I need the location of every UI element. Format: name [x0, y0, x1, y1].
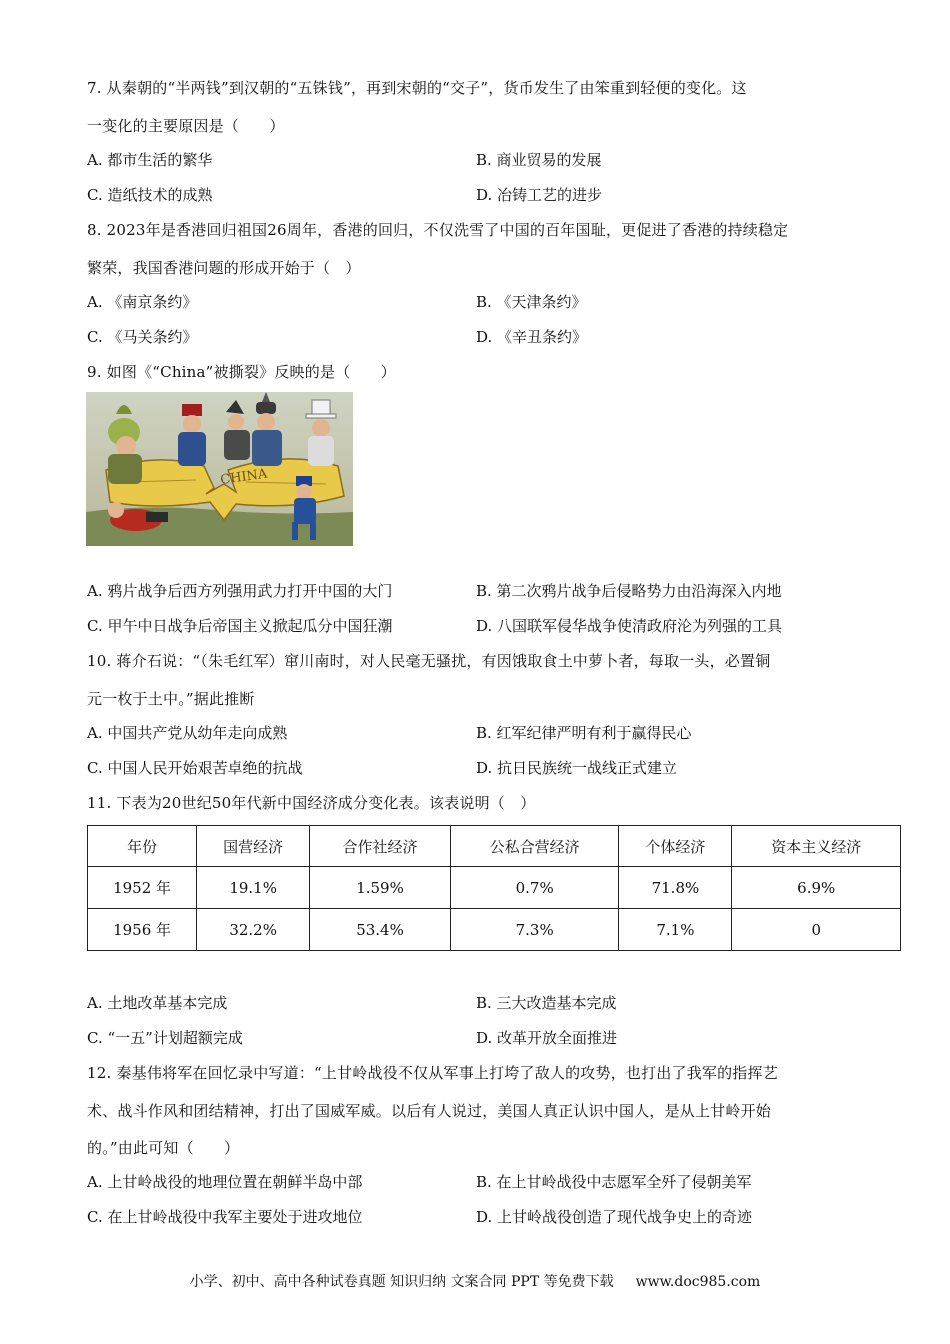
q10-option-a[interactable]: A. 中国共产党从幼年走向成熟	[87, 724, 288, 742]
table-cell: 1.59%	[310, 867, 451, 909]
q10-stem-line-2: 元一枚于土中。”据此推断	[87, 690, 255, 708]
q8-option-d[interactable]: D. 《辛丑条约》	[476, 328, 588, 346]
table-cell: 0.7%	[450, 867, 619, 909]
q7-stem-line-2: 一变化的主要原因是（ ）	[87, 117, 285, 135]
q11-option-b[interactable]: B. 三大改造基本完成	[476, 994, 617, 1012]
q8-stem-line-1: 8. 2023年是香港回归祖国26周年，香港的回归，不仅洗雪了中国的百年国耻，更促进了香港的持续稳定	[87, 221, 789, 239]
table-cell: 7.3%	[450, 909, 619, 951]
table-row	[88, 867, 901, 909]
cartoon-illustration	[86, 392, 353, 546]
table-header-cell: 国营经济	[197, 826, 310, 867]
table-header-cell: 资本主义经济	[732, 826, 901, 867]
table-cell: 6.9%	[732, 867, 901, 909]
q12-option-a[interactable]: A. 上甘岭战役的地理位置在朝鲜半岛中部	[87, 1173, 363, 1191]
q12-option-c[interactable]: C. 在上甘岭战役中我军主要处于进攻地位	[87, 1208, 363, 1226]
q9-option-c[interactable]: C. 甲午中日战争后帝国主义掀起瓜分中国狂潮	[87, 617, 393, 635]
table-cell: 7.1%	[619, 909, 732, 951]
china-torn-cartoon	[86, 392, 353, 546]
q8-stem-line-2: 繁荣，我国香港问题的形成开始于（ ）	[87, 259, 361, 277]
table-cell: 19.1%	[197, 867, 310, 909]
q12-option-b[interactable]: B. 在上甘岭战役中志愿军全歼了侵朝美军	[476, 1173, 752, 1191]
q10-option-b[interactable]: B. 红军纪律严明有利于赢得民心	[476, 724, 692, 742]
q10-option-c[interactable]: C. 中国人民开始艰苦卓绝的抗战	[87, 759, 303, 777]
q8-option-c[interactable]: C. 《马关条约》	[87, 328, 198, 346]
q11-option-d[interactable]: D. 改革开放全面推进	[476, 1029, 618, 1047]
q11-option-c[interactable]: C. “一五”计划超额完成	[87, 1029, 243, 1047]
q10-stem-line-1: 10. 蒋介石说：“（朱毛红军）窜川南时，对人民毫无骚扰，有因饿取食土中萝卜者，每取一头，必置铜	[87, 652, 771, 670]
table-cell: 0	[732, 909, 901, 951]
table-cell: 32.2%	[197, 909, 310, 951]
q11-stem-line-1: 11. 下表为20世纪50年代新中国经济成分变化表。该表说明（ ）	[87, 794, 536, 812]
q7-option-d[interactable]: D. 冶铸工艺的进步	[476, 186, 603, 204]
q12-stem-line-2: 术、战斗作风和团结精神，打出了国威军威。以后有人说过，美国人真正认识中国人，是从上甘岭开始	[87, 1102, 772, 1120]
q8-option-a[interactable]: A. 《南京条约》	[87, 293, 198, 311]
table-header-row	[88, 826, 901, 867]
economy-table	[87, 825, 901, 951]
q8-option-b[interactable]: B. 《天津条约》	[476, 293, 587, 311]
q7-option-c[interactable]: C. 造纸技术的成熟	[87, 186, 213, 204]
table-header-cell: 公私合营经济	[450, 826, 619, 867]
q9-option-a[interactable]: A. 鸦片战争后西方列强用武力打开中国的大门	[87, 582, 393, 600]
table-header-cell: 合作社经济	[310, 826, 451, 867]
table-cell: 1952 年	[88, 867, 197, 909]
table-header-cell: 个体经济	[619, 826, 732, 867]
q11-option-a[interactable]: A. 土地改革基本完成	[87, 994, 228, 1012]
q9-option-b[interactable]: B. 第二次鸦片战争后侵略势力由沿海深入内地	[476, 582, 782, 600]
table-cell: 71.8%	[619, 867, 732, 909]
table-header-cell: 年份	[88, 826, 197, 867]
q12-option-d[interactable]: D. 上甘岭战役创造了现代战争史上的奇迹	[476, 1208, 753, 1226]
table-cell: 1956 年	[88, 909, 197, 951]
q12-stem-line-1: 12. 秦基伟将军在回忆录中写道：“上甘岭战役不仅从军事上打垮了敌人的攻势，也打出了我军的指挥艺	[87, 1064, 778, 1082]
q12-stem-line-3: 的。”由此可知（ ）	[87, 1139, 240, 1157]
page-footer	[0, 1271, 950, 1291]
q9-stem-line-1: 9. 如图《“China”被撕裂》反映的是（ ）	[87, 363, 396, 381]
footer-text: 小学、初中、高中各种试卷真题 知识归纳 文案合同 PPT 等免费下载	[189, 1274, 614, 1290]
q7-option-a[interactable]: A. 都市生活的繁华	[87, 151, 213, 169]
footer-url-link[interactable]: www.doc985.com	[635, 1274, 761, 1290]
cartoon-cloth-label: CHINA	[219, 466, 269, 488]
q9-option-d[interactable]: D. 八国联军侵华战争使清政府沦为列强的工具	[476, 617, 783, 635]
q10-option-d[interactable]: D. 抗日民族统一战线正式建立	[476, 759, 678, 777]
table-row	[88, 909, 901, 951]
table-cell: 53.4%	[310, 909, 451, 951]
q7-option-b[interactable]: B. 商业贸易的发展	[476, 151, 602, 169]
q7-stem-line-1: 7. 从秦朝的“半两钱”到汉朝的“五铢钱”，再到宋朝的“交子”，货币发生了由笨重到轻便的变化。这	[87, 79, 747, 97]
